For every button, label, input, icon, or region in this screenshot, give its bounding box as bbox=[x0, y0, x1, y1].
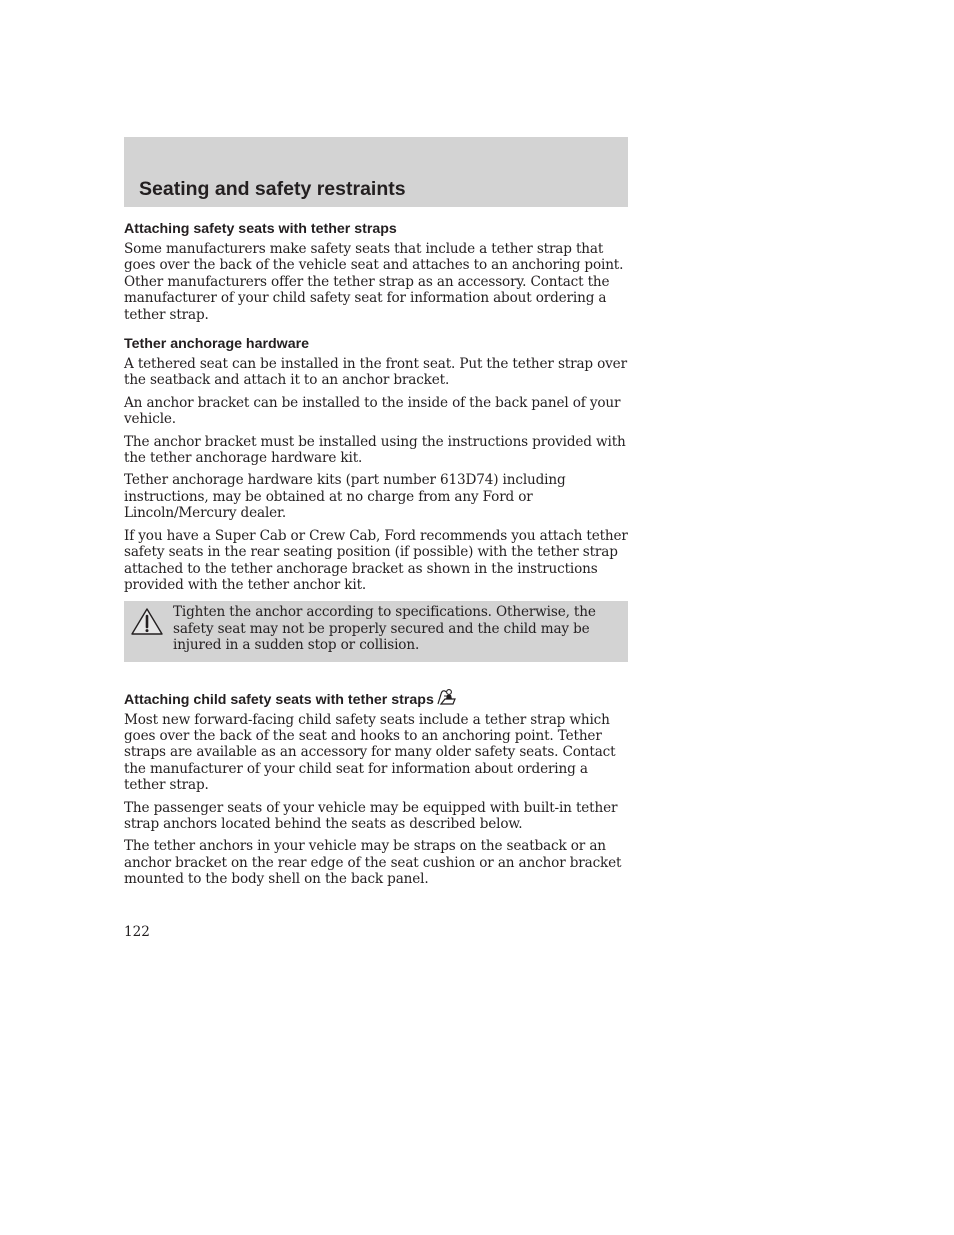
heading-anchorage-hardware: Tether anchorage hardware bbox=[124, 336, 310, 353]
paragraph-child-tether-1: Most new forward-facing child safety seats include a tether strap which goes over the back of the seat and hooks to an anchoring point. Tether straps are available as an accessory for many older safety seats. Contact the manufacturer of your child seat for information about ordering a tether strap. bbox=[124, 711, 616, 794]
paragraph-child-tether-3: The tether anchors in your vehicle may be straps on the seatback or an anchor bracket on the rear edge of the seat cushion or an anchor bracket mounted to the body shell on the back panel. bbox=[124, 838, 622, 888]
paragraph-tether-straps-1: Some manufacturers make safety seats that include a tether strap that goes over the back of the vehicle seat and attaches to an anchoring point. Other manufacturers offer the tether strap as an accessory. Contact the manufacturer of your child safety seat for information about ordering a tether strap. bbox=[124, 241, 624, 323]
warning-box bbox=[124, 601, 628, 661]
paragraph-anchorage-2: An anchor bracket can be installed to the inside of the back panel of your vehicle. bbox=[124, 394, 621, 428]
section-header-band bbox=[124, 137, 628, 207]
paragraph-anchorage-3: The anchor bracket must be installed using the instructions provided with the tether anchorage hardware kit. bbox=[124, 433, 626, 467]
heading-tether-straps: Attaching safety seats with tether straps bbox=[124, 221, 397, 237]
page bbox=[124, 137, 628, 894]
paragraph-child-tether-2: The passenger seats of your vehicle may be equipped with built-in tether strap anchors located behind the seats as described below. bbox=[124, 799, 618, 832]
warning-text: Tighten the anchor according to specifications. Otherwise, the safety seat may not be properly secured and the child may be injured in a sudden stop or collision. bbox=[173, 604, 596, 654]
heading-child-tether-straps-text: Attaching child safety seats with tether straps bbox=[124, 691, 434, 708]
paragraph-anchorage-4: Tether anchorage hardware kits (part number 613D74) including instructions, may be obtained at no charge from any Ford or Lincoln/Mercury dealer. bbox=[124, 472, 566, 522]
warning-triangle-icon bbox=[130, 607, 164, 637]
paragraph-anchorage-5: If you have a Super Cab or Crew Cab, Ford recommends you attach tether safety seats in the rear seating position (if possible) with the tether strap attached to the tether anchorage bracket as shown in the instructions provided with the tether anchor kit. bbox=[124, 527, 628, 593]
paragraph-anchorage-1: A tethered seat can be installed in the front seat. Put the tether strap over the seatback and attach it to an anchor bracket. bbox=[124, 356, 627, 389]
child-seat-icon bbox=[435, 688, 457, 706]
page-number: 122 bbox=[124, 924, 150, 940]
page-content bbox=[124, 207, 628, 888]
page-title: Seating and safety restraints bbox=[139, 178, 406, 200]
heading-child-tether-straps bbox=[124, 688, 628, 709]
